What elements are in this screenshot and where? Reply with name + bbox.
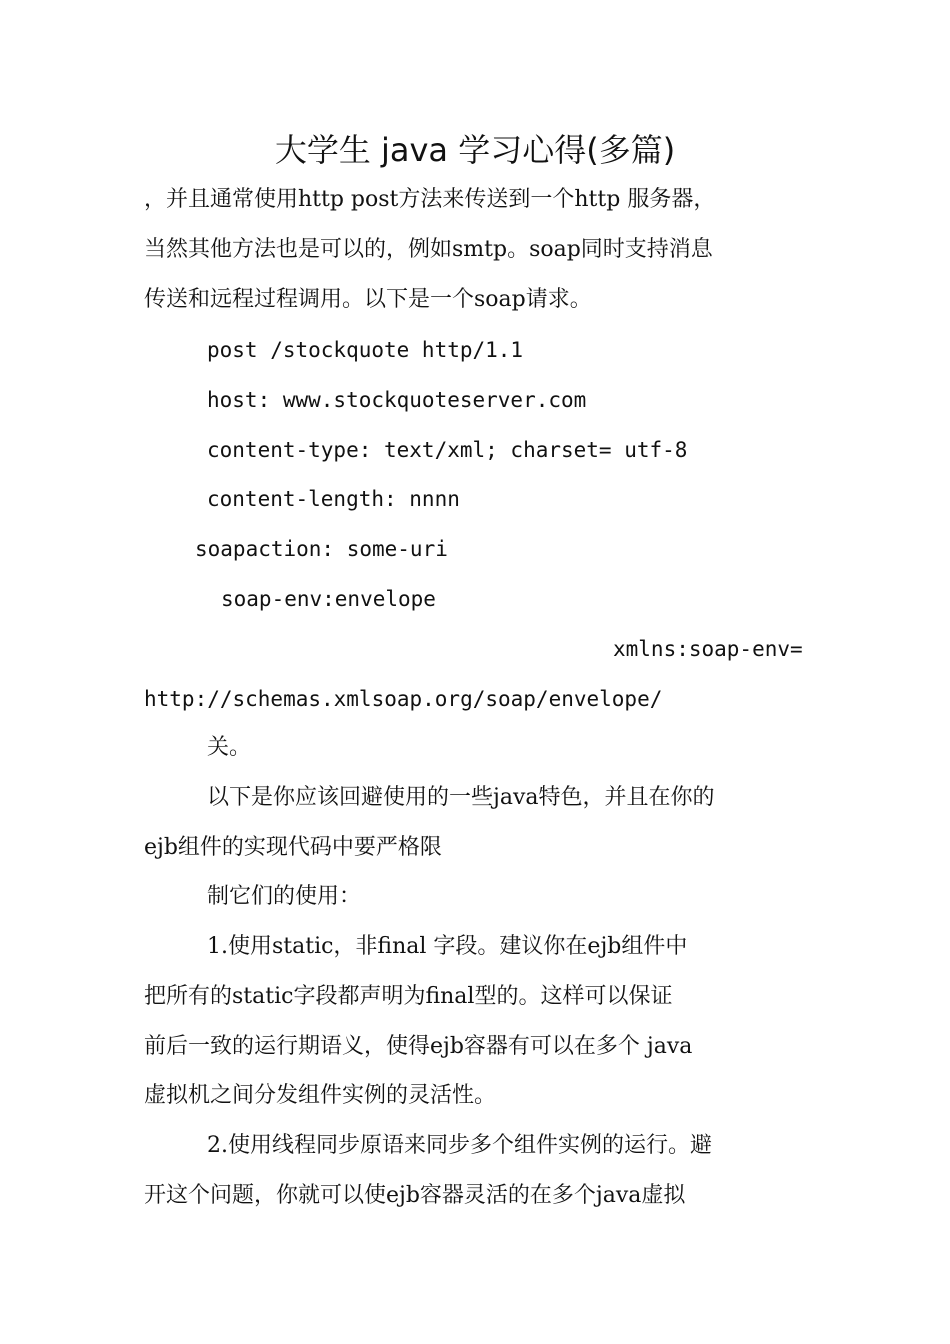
document-title: 大学生 java 学习心得(多篇) xyxy=(274,131,676,169)
code-line: post /stockquote http/1.1 xyxy=(207,338,524,362)
paragraph-line: 前后一致的运行期语义，使得ejb容器有可以在多个 java xyxy=(144,1034,693,1059)
paragraph-line: 虚拟机之间分发组件实例的灵活性。 xyxy=(144,1083,497,1108)
code-line: soapaction: some-uri xyxy=(195,537,448,561)
code-line: host: www.stockquoteserver.com xyxy=(207,388,587,412)
paragraph-line: 把所有的static字段都声明为final型的。这样可以保证 xyxy=(144,984,673,1009)
code-line: soap-env:envelope xyxy=(221,587,436,611)
code-line: xmlns:soap-env= xyxy=(613,637,803,661)
paragraph-line: 当然其他方法也是可以的，例如smtp。soap同时支持消息 xyxy=(144,237,713,262)
paragraph-line: 制它们的使用： xyxy=(207,884,362,909)
paragraph-line: 关。 xyxy=(207,735,252,760)
paragraph-line: 2.使用线程同步原语来同步多个组件实例的运行。避 xyxy=(207,1133,712,1158)
paragraph-line: 开这个问题，你就可以使ejb容器灵活的在多个java虚拟 xyxy=(144,1183,686,1208)
paragraph-line: 1.使用static，非final 字段。建议你在ejb组件中 xyxy=(207,934,688,959)
code-line: http://schemas.xmlsoap.org/soap/envelope/ xyxy=(144,687,663,711)
paragraph-line: ，并且通常使用http post方法来传送到一个http 服务器， xyxy=(144,187,716,212)
paragraph-line: 传送和远程过程调用。以下是一个soap请求。 xyxy=(144,287,592,312)
paragraph-line: 以下是你应该回避使用的一些java特色，并且在你的 xyxy=(207,785,715,810)
code-line: content-length: nnnn xyxy=(207,487,460,511)
paragraph-line: ejb组件的实现代码中要严格限 xyxy=(144,835,442,860)
code-line: content-type: text/xml; charset= utf-8 xyxy=(207,438,688,462)
